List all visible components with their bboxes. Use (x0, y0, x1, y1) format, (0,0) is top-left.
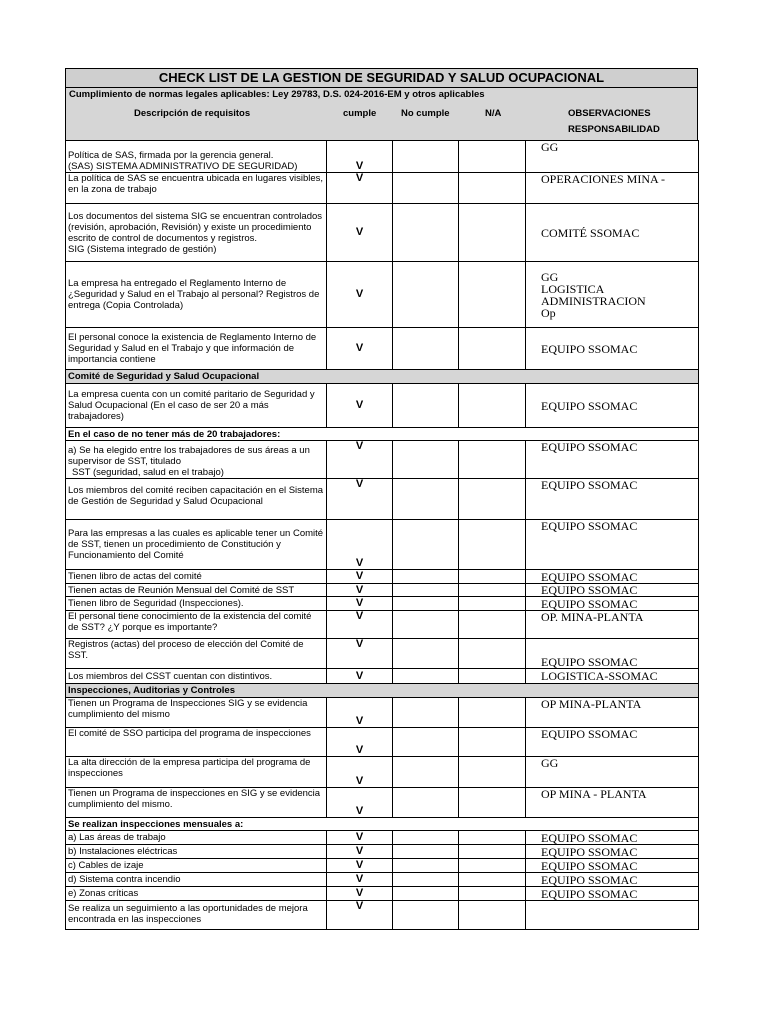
responsible-text: OP. MINA-PLANTA (526, 611, 699, 639)
responsible-text: LOGISTICA (541, 281, 605, 296)
cumple-mark: V (327, 873, 393, 887)
table-row (66, 728, 699, 757)
na-cell (459, 173, 526, 204)
section-row (66, 370, 699, 384)
no-cumple-cell (393, 479, 459, 520)
page-title: CHECK LIST DE LA GESTION DE SEGURIDAD Y SALUD OCUPACIONAL (65, 68, 698, 88)
cumple-mark: V (327, 479, 393, 520)
requirement-note: (SAS) SISTEMA ADMINISTRATIVO DE SEGURIDAD) (68, 161, 298, 172)
requirement-text: Los miembros del CSST cuentan con distintivos. (66, 669, 327, 684)
na-cell (459, 384, 526, 428)
na-cell (459, 570, 526, 584)
requirement-text: La empresa cuenta con un comité paritario de Seguridad y Salud Ocupacional (En el caso de ser 20 a más trabajadores) (66, 384, 327, 428)
requirement-text: e) Zonas críticas (66, 887, 327, 901)
header-observaciones: OBSERVACIONES (568, 108, 651, 119)
table-row (66, 788, 699, 818)
responsible-text: EQUIPO SSOMAC (526, 728, 699, 757)
cumple-mark: V (327, 141, 393, 173)
no-cumple-cell (393, 384, 459, 428)
section-title: Inspecciones, Auditorias y Controles (66, 684, 699, 698)
section-title: En el caso de no tener más de 20 trabajadores: (66, 428, 699, 441)
requirement-text: Los documentos del sistema SIG se encuentran controlados (revisión, aprobación, Revisión) y existe un procedimiento escrito de control de documentos y registros. (68, 210, 323, 244)
cumple-mark: V (327, 328, 393, 370)
section-title: Se realizan inspecciones mensuales a: (66, 818, 699, 831)
cumple-mark: V (327, 262, 393, 328)
responsible-text: EQUIPO SSOMAC (526, 520, 699, 570)
responsible-text: EQUIPO SSOMAC (526, 584, 699, 597)
requirement-text: c) Cables de izaje (66, 859, 327, 873)
na-cell (459, 584, 526, 597)
table-row (66, 173, 699, 204)
requirement-text: Los miembros del comité reciben capacitación en el Sistema de Gestión de Seguridad y Salud Ocupacional (66, 479, 327, 520)
cumple-mark: V (327, 669, 393, 684)
no-cumple-cell (393, 698, 459, 728)
cumple-mark: V (327, 204, 393, 262)
header-no-cumple: No cumple (401, 108, 450, 119)
cumple-mark: V (327, 901, 393, 930)
cumple-mark: V (327, 859, 393, 873)
na-cell (459, 204, 526, 262)
table-row (66, 384, 699, 428)
no-cumple-cell (393, 728, 459, 757)
cumple-mark: V (327, 728, 393, 757)
no-cumple-cell (393, 845, 459, 859)
responsible-text (526, 901, 699, 930)
no-cumple-cell (393, 873, 459, 887)
no-cumple-cell (393, 441, 459, 479)
no-cumple-cell (393, 669, 459, 684)
no-cumple-cell (393, 520, 459, 570)
requirement-text: La política de SAS se encuentra ubicada en lugares visibles, en la zona de trabajo (66, 173, 327, 204)
no-cumple-cell (393, 611, 459, 639)
requirement-text: Tienen un Programa de Inspecciones SIG y se evidencia cumplimiento del mismo (66, 698, 327, 728)
na-cell (459, 831, 526, 845)
na-cell (459, 639, 526, 669)
na-cell (459, 141, 526, 173)
responsible-text: EQUIPO SSOMAC (526, 831, 699, 845)
header-cumple: cumple (343, 108, 377, 119)
na-cell (459, 901, 526, 930)
table-row (66, 901, 699, 930)
responsible-text: EQUIPO SSOMAC (526, 328, 699, 370)
cumple-mark: V (327, 611, 393, 639)
requirement-text: a) Las áreas de trabajo (66, 831, 327, 845)
responsible-text: EQUIPO SSOMAC (526, 570, 699, 584)
responsible-text: EQUIPO SSOMAC (526, 845, 699, 859)
table-row (66, 639, 699, 669)
na-cell (459, 479, 526, 520)
no-cumple-cell (393, 328, 459, 370)
requirement-note: SST (seguridad, salud en el trabajo) (72, 467, 224, 478)
table-row (66, 570, 699, 584)
requirement-text: a) Se ha elegido entre los trabajadores de sus áreas a un supervisor de SST, titulado (68, 445, 310, 467)
table-row (66, 887, 699, 901)
requirement-text: Registros (actas) del proceso de elección del Comité de SST. (66, 639, 327, 669)
na-cell (459, 788, 526, 818)
table-row (66, 831, 699, 845)
cumple-mark: V (327, 831, 393, 845)
requirement-text: Tienen un Programa de inspecciones en SIG y se evidencia cumplimiento del mismo. (66, 788, 327, 818)
requirement-text: b) Instalaciones eléctricas (66, 845, 327, 859)
responsible-text: OP MINA-PLANTA (526, 698, 699, 728)
requirement-text: El personal conoce la existencia de Reglamento Interno de Seguridad y Salud en el Trabajo y que información de importancia contiene (66, 328, 327, 370)
requirement-text: Tienen libro de actas del comité (66, 570, 327, 584)
na-cell (459, 669, 526, 684)
na-cell (459, 597, 526, 611)
no-cumple-cell (393, 570, 459, 584)
responsible-text: GG (541, 269, 559, 284)
no-cumple-cell (393, 639, 459, 669)
na-cell (459, 887, 526, 901)
no-cumple-cell (393, 141, 459, 173)
checklist-sheet (65, 68, 698, 930)
no-cumple-cell (393, 262, 459, 328)
na-cell (459, 845, 526, 859)
checklist-table (65, 140, 699, 930)
requirement-text: El personal tiene conocimiento de la existencia del comité de SST? ¿Y porque es importante? (66, 611, 327, 639)
table-row (66, 141, 699, 173)
section-title: Comité de Seguridad y Salud Ocupacional (66, 370, 699, 384)
responsible-text: OPERACIONES MINA - (526, 173, 699, 204)
na-cell (459, 859, 526, 873)
header-na: N/A (485, 108, 502, 119)
table-row (66, 859, 699, 873)
requirement-text: La empresa ha entregado el Reglamento Interno de ¿Seguridad y Salud en el Trabajo al personal? Registros de entrega (Copia Controlada) (66, 262, 327, 328)
cumple-mark: V (327, 639, 393, 669)
table-row (66, 669, 699, 684)
no-cumple-cell (393, 831, 459, 845)
cumple-mark: V (327, 845, 393, 859)
responsible-text: EQUIPO SSOMAC (526, 597, 699, 611)
cumple-mark: V (327, 584, 393, 597)
requirement-text: El comité de SSO participa del programa de inspecciones (66, 728, 327, 757)
responsible-text: OP MINA - PLANTA (526, 788, 699, 818)
na-cell (459, 611, 526, 639)
table-row (66, 698, 699, 728)
table-row (66, 757, 699, 788)
table-row (66, 204, 699, 262)
table-header (65, 88, 698, 140)
requirement-note: SIG (Sistema integrado de gestión) (68, 243, 217, 255)
cumple-mark: V (327, 757, 393, 788)
no-cumple-cell (393, 859, 459, 873)
no-cumple-cell (393, 584, 459, 597)
no-cumple-cell (393, 597, 459, 611)
na-cell (459, 757, 526, 788)
na-cell (459, 698, 526, 728)
table-row (66, 520, 699, 570)
na-cell (459, 262, 526, 328)
requirement-text: Tienen libro de Seguridad (Inspecciones). (66, 597, 327, 611)
requirement-text: Tienen actas de Reunión Mensual del Comité de SST (66, 584, 327, 597)
responsible-text: GG (526, 141, 699, 173)
table-row (66, 479, 699, 520)
cumple-mark: V (327, 788, 393, 818)
cumple-mark: V (327, 887, 393, 901)
header-responsabilidad: RESPONSABILIDAD (568, 124, 660, 135)
cumple-mark: V (327, 520, 393, 570)
section-row (66, 428, 699, 441)
responsible-text: GG (526, 757, 699, 788)
no-cumple-cell (393, 173, 459, 204)
responsible-text: EQUIPO SSOMAC (526, 384, 699, 428)
table-row (66, 262, 699, 328)
section-row (66, 684, 699, 698)
cumple-mark: V (327, 597, 393, 611)
na-cell (459, 873, 526, 887)
table-row (66, 328, 699, 370)
responsible-text: COMITÉ SSOMAC (526, 204, 699, 262)
cumple-mark: V (327, 570, 393, 584)
cumple-mark: V (327, 441, 393, 479)
no-cumple-cell (393, 788, 459, 818)
na-cell (459, 728, 526, 757)
table-row (66, 611, 699, 639)
responsible-text: EQUIPO SSOMAC (526, 441, 699, 479)
table-row (66, 597, 699, 611)
responsible-text: EQUIPO SSOMAC (526, 639, 699, 669)
na-cell (459, 441, 526, 479)
requirement-text: Para las empresas a las cuales es aplicable tener un Comité de SST, tienen un procedimiento de Constitución y Funcionamiento del Comité (66, 520, 327, 570)
cumple-mark: V (327, 384, 393, 428)
responsible-text: EQUIPO SSOMAC (526, 887, 699, 901)
responsible-text: Op (541, 305, 556, 320)
no-cumple-cell (393, 887, 459, 901)
cumple-mark: V (327, 173, 393, 204)
table-row (66, 873, 699, 887)
cumple-mark: V (327, 698, 393, 728)
no-cumple-cell (393, 901, 459, 930)
section-row (66, 818, 699, 831)
requirement-text: Se realiza un seguimiento a las oportunidades de mejora encontrada en las inspecciones (66, 901, 327, 930)
table-row (66, 845, 699, 859)
legal-requirements: Cumplimiento de normas legales aplicables: Ley 29783, D.S. 024-2016-EM y otros aplicables (69, 89, 485, 100)
na-cell (459, 328, 526, 370)
responsible-text: LOGISTICA-SSOMAC (526, 669, 699, 684)
no-cumple-cell (393, 757, 459, 788)
responsible-text: EQUIPO SSOMAC (526, 859, 699, 873)
no-cumple-cell (393, 204, 459, 262)
requirement-text: d) Sistema contra incendio (66, 873, 327, 887)
requirement-text: Política de SAS, firmada por la gerencia general. (68, 150, 274, 161)
responsible-text: EQUIPO SSOMAC (526, 873, 699, 887)
table-row (66, 441, 699, 479)
requirement-text: La alta dirección de la empresa participa del programa de inspecciones (66, 757, 327, 788)
table-row (66, 584, 699, 597)
responsible-text: ADMINISTRACION (541, 293, 646, 308)
na-cell (459, 520, 526, 570)
header-description: Descripción de requisitos (134, 108, 251, 119)
responsible-text: EQUIPO SSOMAC (526, 479, 699, 520)
